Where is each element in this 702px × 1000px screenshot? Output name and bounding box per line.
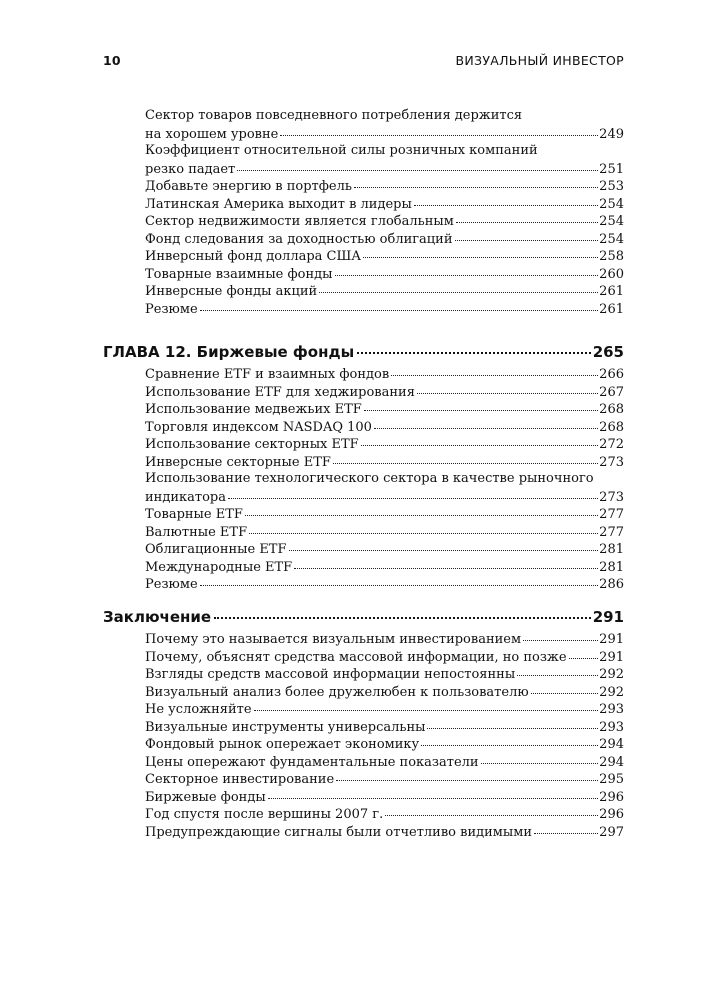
dot-leader [319, 280, 598, 293]
toc-entry[interactable] [103, 453, 624, 471]
toc-entry[interactable] [103, 125, 624, 143]
toc-entry-page: 296 [599, 789, 624, 805]
dot-leader [249, 521, 598, 534]
toc-entry-title: индикатора [145, 489, 226, 505]
dot-leader [534, 821, 598, 834]
toc-entry-page: 273 [599, 454, 624, 470]
toc-chapter-12 [103, 341, 624, 593]
toc-entry-title: Добавьте энергию в портфель [145, 179, 352, 194]
toc-entry-title: Взгляды средств массовой информации непостоянны [145, 667, 516, 682]
toc-entry-page: 267 [599, 384, 624, 400]
toc-entry-title: Резюме [145, 577, 198, 592]
toc-entry-title: на хорошем уровне [145, 126, 279, 142]
dot-leader [481, 751, 599, 764]
toc-entry-page: 260 [599, 266, 624, 282]
toc-entry-page: 292 [599, 684, 624, 700]
dot-leader [254, 698, 599, 711]
toc-entry-page: 251 [599, 161, 624, 177]
toc-entry-title: Биржевые фонды [145, 789, 266, 805]
toc-entry-title: Резюме [145, 301, 198, 317]
toc-entry-title-line: Коэффициент относительной силы розничных компаний [145, 143, 538, 158]
toc-entry-page: 294 [599, 754, 624, 770]
running-book-title: ВИЗУАЛЬНЫЙ ИНВЕСТОР [455, 53, 624, 68]
toc-entry-page: 254 [599, 196, 624, 212]
dot-leader [335, 263, 599, 276]
dot-leader [456, 210, 598, 223]
toc-entry-title-line: Использование технологического сектора в качестве рыночного [145, 471, 594, 486]
dot-leader [237, 158, 598, 171]
toc-entry-title: Товарные ETF [145, 507, 243, 522]
toc-entry-title: Использование секторных ETF [145, 437, 359, 452]
dot-leader [289, 538, 599, 551]
toc-entry-title: Использование медвежьих ETF [145, 402, 362, 417]
toc-entry-title: Цены опережают фундаментальные показатели [145, 754, 479, 770]
toc-entry-title: Инверсные фонды акций [145, 284, 318, 299]
dot-leader [517, 663, 598, 676]
dot-leader [364, 398, 598, 411]
dot-leader [228, 486, 598, 499]
dot-leader [333, 451, 598, 464]
dot-leader [280, 123, 598, 136]
dot-leader [391, 363, 598, 376]
toc-entry[interactable] [103, 300, 624, 318]
dot-leader [363, 245, 598, 258]
toc-entry-page: 291 [599, 632, 624, 647]
dot-leader [455, 228, 599, 241]
dot-leader [357, 338, 591, 354]
toc-entry[interactable] [103, 575, 624, 593]
running-header [103, 53, 624, 69]
toc-entry-page: 268 [599, 419, 624, 435]
toc-entry-page: 296 [599, 807, 624, 822]
toc-entry-title: Торговля индексом NASDAQ 100 [145, 419, 372, 435]
dot-leader [569, 646, 599, 659]
dot-leader [268, 786, 598, 799]
toc-entry-page: 253 [599, 179, 624, 194]
toc-entry-page: 258 [599, 249, 624, 264]
toc-entry-title: Секторное инвестирование [145, 772, 335, 787]
toc-entry-page: 273 [599, 489, 624, 505]
toc-entry-page: 254 [599, 231, 624, 247]
dot-leader [361, 433, 598, 446]
toc-entry-title: Не усложняйте [145, 702, 252, 717]
page-number: 10 [103, 53, 121, 68]
dot-leader [214, 603, 591, 619]
toc-entry-title: Сравнение ETF и взаимных фондов [145, 367, 390, 382]
toc-conclusion [103, 606, 624, 840]
dot-leader [523, 628, 598, 641]
toc-entry-title: Латинская Америка выходит в лидеры [145, 196, 412, 212]
toc-entry-page: 277 [599, 524, 624, 540]
dot-leader [374, 416, 598, 429]
dot-leader [417, 381, 598, 394]
chapter-title: ГЛАВА 12. Биржевые фонды [103, 343, 355, 361]
toc-entry-page: 254 [599, 214, 624, 229]
toc-entry-title: Фонд следования за доходностью облигаций [145, 231, 453, 247]
toc-entry-title: Использование ETF для хеджирования [145, 384, 415, 400]
toc-entry-title: Почему это называется визуальным инвестированием [145, 632, 522, 647]
toc-entry-page: 277 [599, 507, 624, 522]
toc-entry-title: Инверсный фонд доллара США [145, 249, 362, 264]
toc-section-continued [103, 107, 624, 317]
toc-entry-page: 249 [599, 126, 624, 142]
toc-entry-page: 286 [599, 577, 624, 592]
toc-entry-title: Предупреждающие сигналы были отчетливо видимыми [145, 824, 533, 840]
toc-entry-page: 293 [599, 719, 624, 735]
toc-entry-title: Облигационные ETF [145, 542, 287, 557]
toc-entry-title: Сектор недвижимости является глобальным [145, 214, 454, 229]
dot-leader [427, 716, 598, 729]
chapter-page: 265 [592, 343, 624, 361]
toc-entry-title: Фондовый рынок опережает экономику [145, 737, 420, 752]
toc-entry-page: 297 [599, 824, 624, 840]
dot-leader [531, 681, 599, 694]
toc-chapter-heading[interactable] [103, 341, 624, 363]
toc-entry[interactable] [103, 630, 624, 648]
dot-leader [294, 556, 598, 569]
toc-entry-page: 291 [599, 649, 624, 665]
toc-entry-page: 295 [599, 772, 624, 787]
toc-entry-title: Инверсные секторные ETF [145, 454, 331, 470]
dot-leader [200, 298, 599, 311]
toc-chapter-heading[interactable] [103, 606, 624, 628]
toc-entry-page: 281 [599, 559, 624, 575]
toc-entry-title: Год спустя после вершины 2007 г. [145, 807, 384, 822]
toc-entry-page: 268 [599, 402, 624, 417]
toc-entry-title: Визуальные инструменты универсальны [145, 719, 426, 735]
dot-leader [414, 193, 598, 206]
toc-entry-title: Товарные взаимные фонды [145, 266, 333, 282]
dot-leader [245, 503, 598, 516]
dot-leader [421, 733, 598, 746]
chapter-title: Заключение [103, 608, 212, 626]
dot-leader [200, 573, 599, 586]
toc-entry-title: резко падает [145, 161, 236, 177]
dot-leader [385, 803, 598, 816]
toc-entry-page: 294 [599, 737, 624, 752]
chapter-page: 291 [592, 608, 624, 626]
toc-entry-title: Визуальный анализ более дружелюбен к пользователю [145, 684, 529, 700]
toc-entry-title: Валютные ETF [145, 524, 248, 540]
toc-entry[interactable] [103, 823, 624, 841]
toc-entry-page: 292 [599, 667, 624, 682]
toc-entry-page: 272 [599, 437, 624, 452]
dot-leader [336, 768, 598, 781]
toc-entry-page: 261 [599, 301, 624, 317]
toc-entry-page: 281 [599, 542, 624, 557]
dot-leader [354, 175, 598, 188]
toc-entry-page: 261 [599, 284, 624, 299]
toc-entry-title: Почему, объяснят средства массовой информации, но позже [145, 649, 567, 665]
toc-entry-title-line: Сектор товаров повседневного потребления держится [145, 108, 523, 123]
toc-entry-page: 266 [599, 367, 624, 382]
toc-entry-page: 293 [599, 702, 624, 717]
toc-entry-title: Международные ETF [145, 559, 293, 575]
